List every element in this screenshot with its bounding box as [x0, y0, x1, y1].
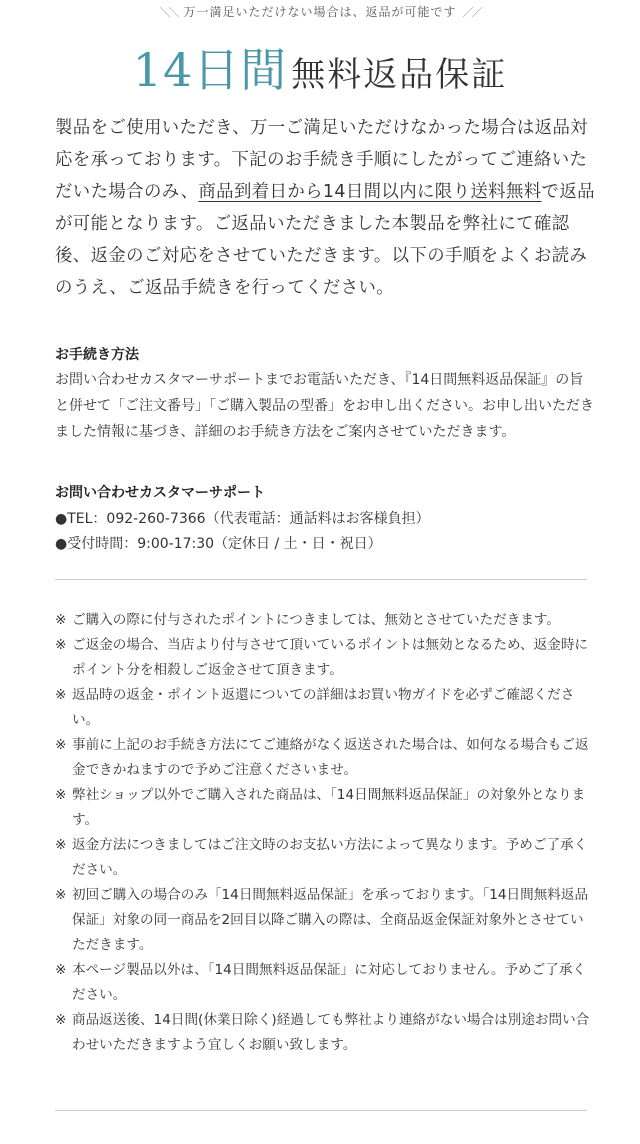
note-mark: ※	[55, 887, 67, 903]
note-text: 本ページ製品以外は、「14日間無料返品保証」に対応しておりません。予めご了承ください。	[72, 962, 587, 1003]
note-item	[55, 733, 595, 783]
procedure-body: お問い合わせカスタマーサポートまでお電話いただき、『14日間無料返品保証』の旨と併せて「ご注文番号」「ご購入製品の型番」をお申し出ください。お申し出いただきました情報に基づき、詳細のお手続き方法をご案内させていただきます。	[55, 372, 594, 440]
note-mark: ※	[55, 787, 67, 803]
note-item	[55, 608, 595, 633]
note-mark: ※	[55, 612, 67, 628]
note-text: 商品返送後、14日間(休業日除く)経過しても弊社より連絡がない場合は別途お問い合わせいただきますよう宜しくお願い致します。	[72, 1012, 590, 1053]
divider-bottom	[55, 1110, 587, 1111]
note-item	[55, 883, 595, 958]
intro-underlined: 商品到着日から14日間以内に限り送料無料	[198, 182, 542, 202]
note-text: 返金方法につきましてはご注文時のお支払い方法によって異なります。予めご了承ください。	[72, 837, 588, 878]
note-item	[55, 833, 595, 883]
tagline	[0, 3, 640, 20]
note-mark: ※	[55, 1012, 67, 1028]
note-item	[55, 958, 595, 1008]
slash-decoration-right: ／／	[462, 6, 481, 19]
note-item	[55, 633, 595, 683]
notes-list	[55, 608, 595, 1058]
note-text: 返品時の返金・ポイント返還についての詳細はお買い物ガイドを必ずご確認ください。	[72, 687, 575, 728]
note-text: ご返金の場合、当店より付与させて頂いているポイントは無効となるため、返金時にポイント分を相殺しご返金させて頂きます。	[72, 637, 589, 678]
page-title	[0, 34, 640, 100]
note-text: 弊社ショップ以外でご購入された商品は、「14日間無料返品保証」の対象外となります。	[72, 787, 586, 828]
note-text: 事前に上記のお手続き方法にてご連絡がなく返送された場合は、如何なる場合もご返金できかねますので予めご注意くださいませ。	[72, 737, 589, 778]
tagline-text: 万一満足いただけない場合は、返品が可能です	[183, 5, 457, 19]
intro-before: 製品をご使用いただき、万一ご満足いただけなかった場合は返品対応を承っております。下記のお手続き手順にしたがってご連絡いただいた場合のみ、	[55, 118, 589, 202]
note-mark: ※	[55, 737, 67, 753]
note-mark: ※	[55, 637, 67, 653]
note-text: ご購入の際に付与されたポイントにつきましては、無効とさせていただきます。	[72, 612, 561, 628]
note-mark: ※	[55, 837, 67, 853]
note-mark: ※	[55, 687, 67, 703]
note-mark: ※	[55, 962, 67, 978]
note-item	[55, 783, 595, 833]
slash-decoration-left: ＼＼	[159, 6, 178, 19]
divider-top	[55, 579, 587, 580]
title-highlight: 14日間	[132, 43, 288, 97]
intro-paragraph	[55, 112, 595, 304]
support-tel: ●TEL：092-260-7366（代表電話：通話料はお客様負担）	[55, 511, 430, 527]
title-rest: 無料返品保証	[291, 55, 508, 95]
note-item	[55, 683, 595, 733]
support-hours: ●受付時間：9:00-17:30（定休日 / 土・日・祝日）	[55, 536, 382, 552]
note-text: 初回ご購入の場合のみ「14日間無料返品保証」を承っております。「14日間無料返品保証」対象の同一商品を2回目以降ご購入の際は、全商品返金保証対象外とさせていただきます。	[72, 887, 589, 953]
note-item	[55, 1008, 595, 1058]
intro-after: で返品が可能となります。ご返品いただきました本製品を弊社にて確認後、返金のご対応をさせていただきます。以下の手順をよくお読みのうえ、ご返品手続きを行ってください。	[55, 182, 595, 298]
support-heading: お問い合わせカスタマーサポート	[55, 485, 265, 501]
procedure-heading: お手続き方法	[55, 347, 139, 363]
